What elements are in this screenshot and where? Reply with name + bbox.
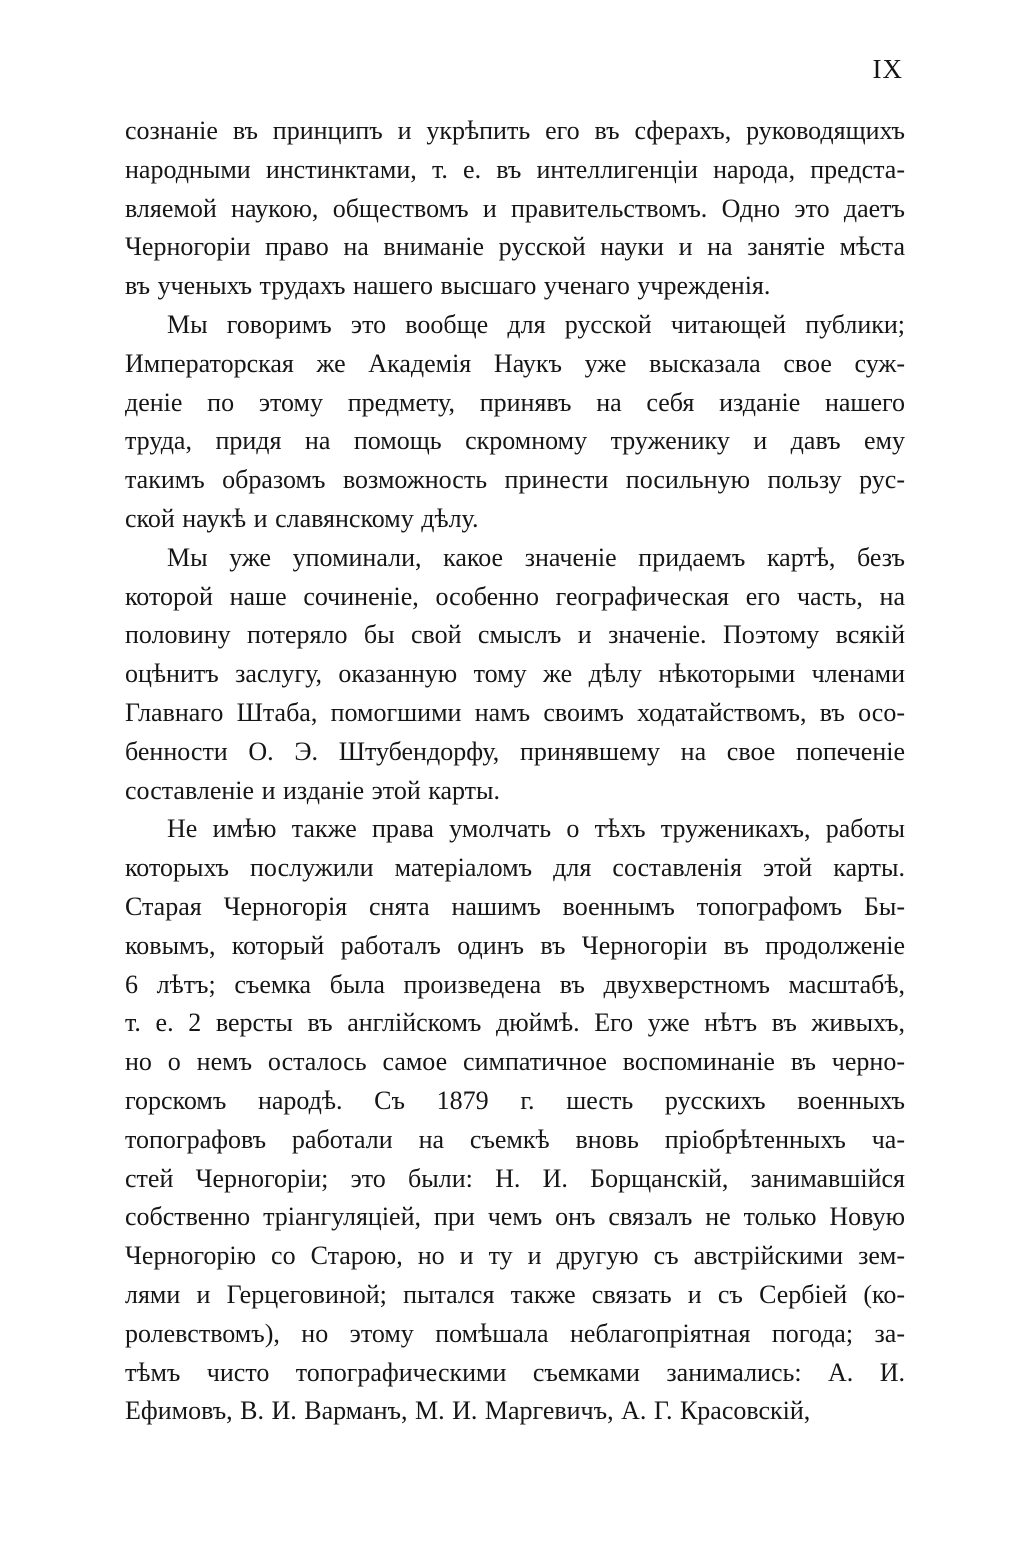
text-line: Мы уже упоминали, какое значеніе придаемъ картѣ, безъ — [167, 542, 905, 572]
text-line: Мы говоримъ это вообще для русской читающей публики; — [167, 309, 905, 339]
text-line: Ефимовъ, В. И. Варманъ, М. И. Маргевичъ, А. Г. Красовскій, — [125, 1396, 811, 1426]
text-line: ской наукѣ и славянскому дѣлу. — [125, 503, 479, 533]
text-line: ковымъ, который работалъ одинъ въ Черногоріи въ продолженіе — [125, 930, 905, 960]
text-line: такимъ образомъ возможность принести посильную пользу рус- — [125, 465, 905, 495]
text-line: Черногоріи право на вниманіе русской науки и на занятіе мѣста — [125, 232, 905, 262]
text-line: деніе по этому предмету, принявъ на себя изданіе нашего — [125, 387, 905, 417]
text-line: тѣмъ чисто топографическими съемками занимались: А. И. — [125, 1357, 905, 1387]
text-line: горскомъ народѣ. Съ 1879 г. шесть русскихъ военныхъ — [125, 1085, 905, 1115]
text-line: собственно тріангуляціей, при чемъ онъ связалъ не только Новую — [125, 1202, 905, 1232]
text-line: половину потеряло бы свой смыслъ и значеніе. Поэтому всякій — [125, 620, 905, 650]
text-line: Главнаго Штаба, помогшими намъ своимъ ходатайствомъ, въ осо- — [125, 697, 905, 727]
text-line: составленіе и изданіе этой карты. — [125, 775, 501, 805]
text-line: бенности О. Э. Штубендорфу, принявшему на свое попеченіе — [125, 736, 905, 766]
text-line: народными инстинктами, т. е. въ интеллигенціи народа, предста- — [125, 154, 905, 184]
text-line: стей Черногоріи; это были: Н. И. Борщанскій, занимавшійся — [125, 1163, 905, 1193]
text-line: но о немъ осталось самое симпатичное воспоминаніе въ черно- — [125, 1047, 905, 1077]
text-line: оцѣнитъ заслугу, оказанную тому же дѣлу нѣкоторыми членами — [125, 659, 905, 689]
text-line: ролевствомъ), но этому помѣшала неблагопріятная погода; за- — [125, 1318, 905, 1348]
text-line: Черногорію со Старою, но и ту и другую съ австрійскими зем- — [125, 1241, 905, 1271]
text-line: которой наше сочиненіе, особенно географическая его часть, на — [125, 581, 905, 611]
page-number: IX — [872, 54, 903, 84]
text-line: т. е. 2 версты въ англійскомъ дюймѣ. Его уже нѣтъ въ живыхъ, — [125, 1008, 905, 1038]
text-line: лями и Герцеговиной; пытался также связать и съ Сербіей (ко- — [125, 1279, 905, 1309]
text-line: 6 лѣтъ; съемка была произведена въ двухверстномъ масштабѣ, — [125, 969, 905, 999]
book-page — [0, 54, 1024, 1548]
text-line: въ ученыхъ трудахъ нашего высшаго ученаго учрежденія. — [125, 271, 771, 301]
text-block — [125, 112, 905, 1431]
text-line: Императорская же Академія Наукъ уже высказала свое суж- — [125, 348, 905, 378]
text-line: топографовъ работали на съемкѣ вновь пріобрѣтенныхъ ча- — [125, 1124, 905, 1154]
text-line: труда, придя на помощь скромному труженику и давъ ему — [125, 426, 905, 456]
text-line: вляемой наукою, обществомъ и правительствомъ. Одно это даетъ — [125, 193, 905, 223]
text-line: сознаніе въ принципъ и укрѣпить его въ сферахъ, руководящихъ — [125, 116, 905, 145]
text-line: Не имѣю также права умолчать о тѣхъ труженикахъ, работы — [167, 814, 905, 844]
text-line: которыхъ послужили матеріаломъ для составленія этой карты. — [125, 853, 905, 883]
text-line: Старая Черногорія снята нашимъ военнымъ топографомъ Бы- — [125, 891, 905, 921]
